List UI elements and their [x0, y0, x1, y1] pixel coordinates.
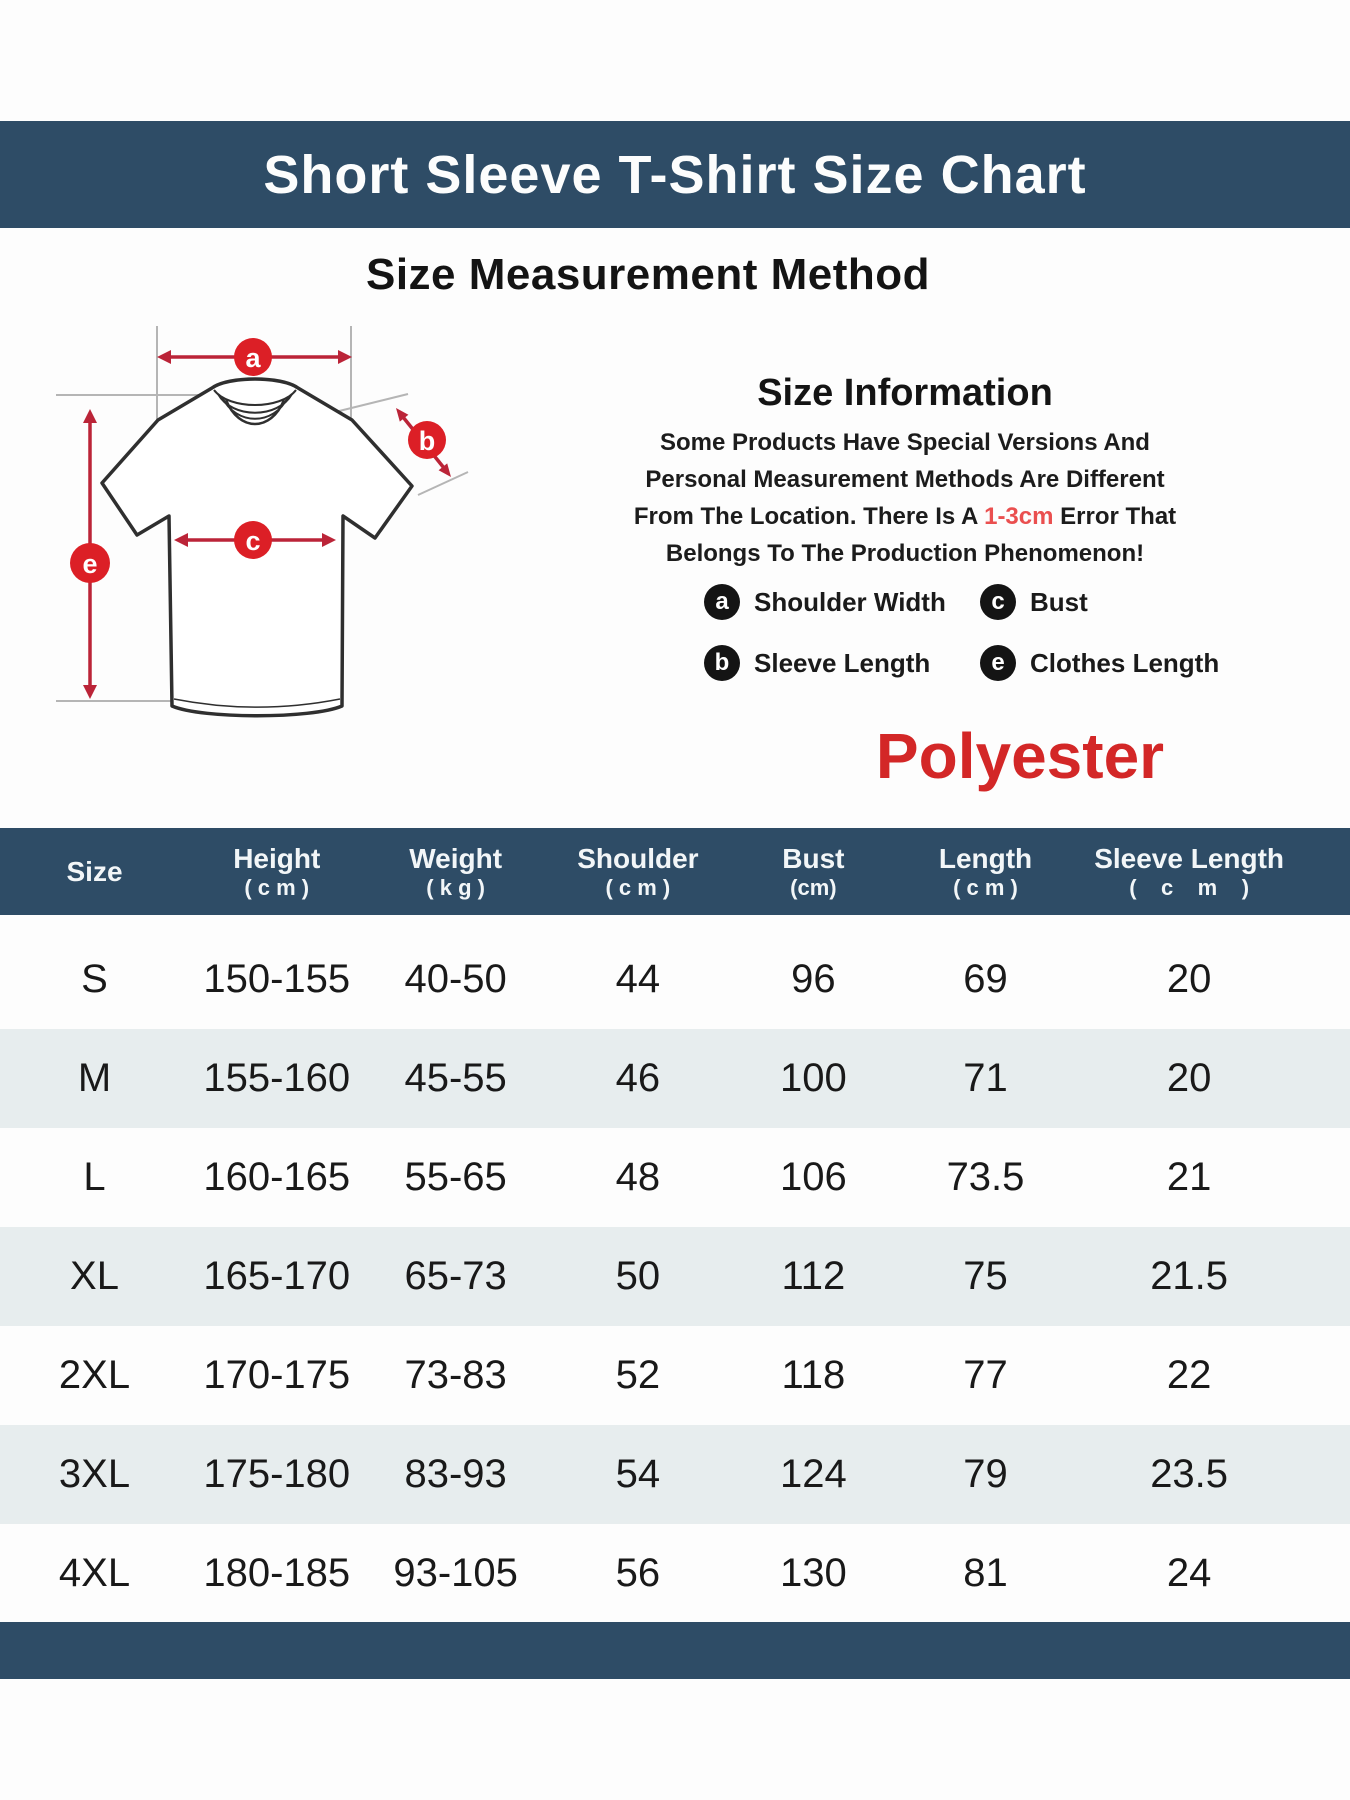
- table-cell: 48: [615, 1155, 661, 1199]
- material-label: Polyester: [875, 720, 1165, 792]
- table-cell: 81: [963, 1551, 1008, 1595]
- legend-c-label: Bust: [1030, 586, 1088, 617]
- info-line-3: From The Location. There Is A: [633, 503, 985, 530]
- table-cell: 165-170: [203, 1254, 351, 1298]
- col-header-bust: Bust (cm): [782, 842, 845, 900]
- table-cell: 22: [1166, 1353, 1212, 1397]
- table-cell: 46: [615, 1056, 661, 1100]
- table-cell: 20: [1166, 1056, 1212, 1100]
- table-cell: L: [83, 1155, 106, 1199]
- table-cell: 73-83: [404, 1353, 507, 1397]
- table-cell: 175-180: [203, 1452, 351, 1496]
- table-cell: 73.5: [946, 1155, 1025, 1199]
- table-cell: 118: [781, 1353, 846, 1397]
- row-4xl: [0, 1524, 1350, 1623]
- size-information-heading: Size Information: [757, 372, 1053, 414]
- col-header-shoulder: Shoulder ( c m ): [577, 842, 699, 900]
- table-cell: 45-55: [404, 1056, 507, 1100]
- table-cell: 2XL: [58, 1353, 131, 1397]
- table-cell: 52: [615, 1353, 661, 1397]
- table-cell: 96: [791, 957, 836, 1001]
- table-cell: 160-165: [203, 1155, 351, 1199]
- legend-b-label: Sleeve Length: [754, 647, 931, 678]
- info-line-4: Belongs To The Production Phenomenon!: [665, 540, 1145, 567]
- table-cell: 3XL: [58, 1452, 131, 1496]
- col-header-weight: Weight ( k g ): [409, 842, 503, 900]
- footer-bar: [0, 1622, 1350, 1679]
- legend-b-icon: b: [704, 645, 740, 681]
- table-cell: 155-160: [203, 1056, 351, 1100]
- row-m: [0, 1029, 1350, 1128]
- legend-bust: [980, 584, 1088, 620]
- legend-e-icon: e: [980, 645, 1016, 681]
- table-cell: 65-73: [404, 1254, 507, 1298]
- table-cell: 100: [780, 1056, 847, 1100]
- tshirt-measurement-diagram: [40, 320, 500, 720]
- size-table-header: [0, 828, 1350, 915]
- banner: [0, 121, 1350, 228]
- table-cell: M: [77, 1056, 112, 1100]
- legend-sleeve-length: [704, 645, 930, 681]
- error-range-highlight: 1-3cm: [984, 503, 1054, 530]
- table-cell: 55-65: [404, 1155, 507, 1199]
- table-cell: 170-175: [203, 1353, 351, 1397]
- table-cell: 106: [780, 1155, 847, 1199]
- table-cell: 40-50: [404, 957, 507, 1001]
- table-cell: 44: [615, 957, 661, 1001]
- table-cell: 112: [781, 1254, 846, 1298]
- table-cell: 20: [1166, 957, 1212, 1001]
- row-xl: [0, 1227, 1350, 1326]
- col-header-height: Height ( c m ): [233, 842, 321, 900]
- measure-c-badge: [234, 521, 272, 559]
- table-cell: 150-155: [203, 957, 351, 1001]
- table-cell: 77: [963, 1353, 1008, 1397]
- legend-a-icon: a: [704, 584, 740, 620]
- table-cell: 56: [615, 1551, 661, 1595]
- col-header-length: Length ( c m ): [938, 842, 1033, 900]
- legend-c-icon: c: [980, 584, 1016, 620]
- table-cell: 124: [780, 1452, 847, 1496]
- info-line-2: Personal Measurement Methods Are Different: [645, 466, 1165, 493]
- row-l: [0, 1128, 1350, 1227]
- legend-a-label: Shoulder Width: [754, 586, 946, 617]
- row-s: [0, 930, 1350, 1029]
- measure-a-label: a: [245, 343, 261, 373]
- table-cell: 54: [615, 1452, 661, 1496]
- col-header-size: Size: [66, 855, 123, 887]
- table-cell: 69: [963, 957, 1008, 1001]
- measurement-method-heading: Size Measurement Method: [365, 250, 931, 299]
- legend-e-label: Clothes Length: [1030, 647, 1220, 678]
- table-cell: 21: [1166, 1155, 1212, 1199]
- measure-e-label: e: [82, 549, 98, 579]
- page-title: Short Sleeve T-Shirt Size Chart: [263, 144, 1087, 205]
- table-cell: S: [81, 957, 108, 1001]
- measure-b-label: b: [418, 426, 436, 456]
- table-cell: 75: [963, 1254, 1008, 1298]
- measure-a-badge: [234, 338, 272, 376]
- legend-shoulder-width: [704, 584, 946, 620]
- table-cell: 93-105: [393, 1551, 518, 1595]
- measure-e-badge: [70, 543, 110, 583]
- table-cell: 83-93: [404, 1452, 507, 1496]
- table-cell: 71: [963, 1056, 1008, 1100]
- row-3xl: [0, 1425, 1350, 1524]
- table-cell: 50: [615, 1254, 661, 1298]
- legend-clothes-length: [980, 645, 1219, 681]
- table-cell: 79: [963, 1452, 1008, 1496]
- info-line-1: Some Products Have Special Versions And: [660, 429, 1150, 456]
- table-cell: 24: [1166, 1551, 1212, 1595]
- table-cell: 23.5: [1150, 1452, 1229, 1496]
- table-cell: 130: [780, 1551, 847, 1595]
- size-table-body: [0, 930, 1350, 1623]
- size-information-text: [545, 424, 1265, 572]
- col-header-sleeve-length: Sleeve Length ( c m ): [1094, 842, 1285, 900]
- table-cell: 21.5: [1150, 1254, 1229, 1298]
- row-2xl: [0, 1326, 1350, 1425]
- info-line-3b: Error That: [1053, 503, 1177, 530]
- measure-c-label: c: [245, 526, 261, 556]
- table-cell: 180-185: [203, 1551, 351, 1595]
- table-cell: XL: [70, 1254, 119, 1298]
- table-cell: 4XL: [58, 1551, 131, 1595]
- measure-b-badge: [408, 421, 446, 459]
